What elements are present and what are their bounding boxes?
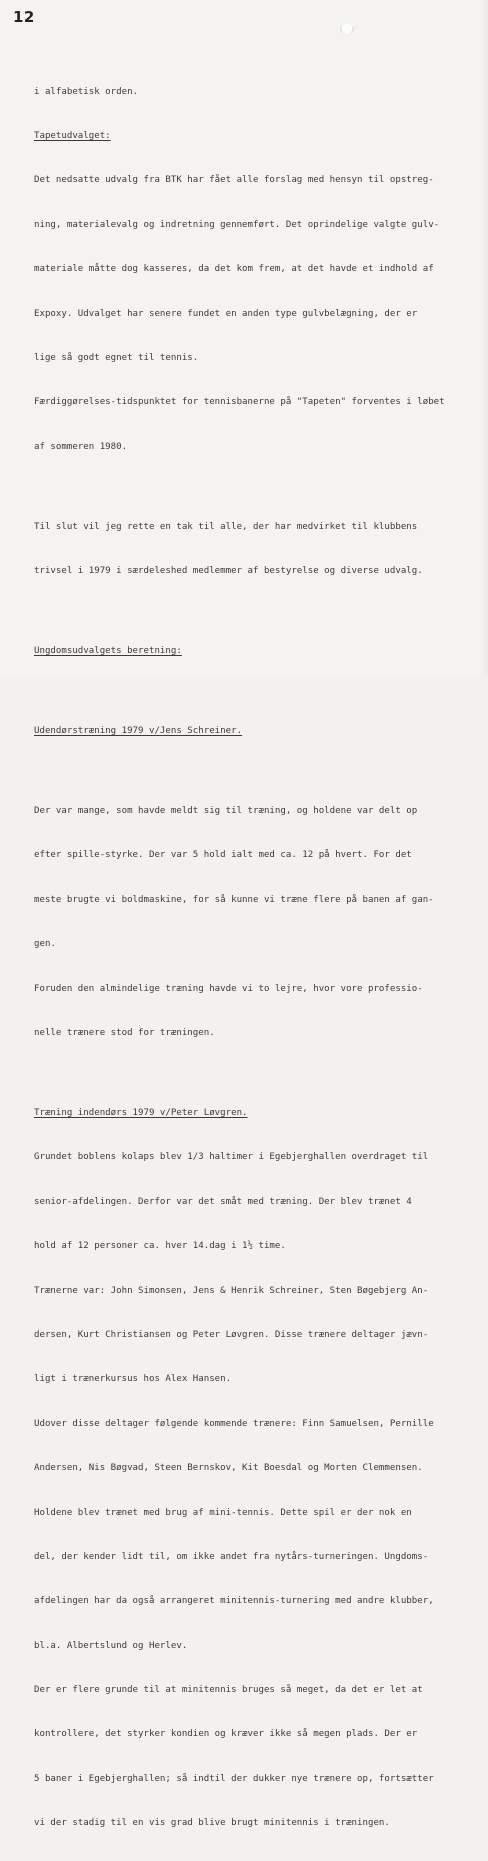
- body-line: Trænerne var: John Simonsen, Jens & Henrik Schreiner, Sten Bøgebjerg An-: [34, 1285, 429, 1296]
- body-line: vi der stadig til en vis grad blive brugt minitennis i træningen.: [34, 1818, 390, 1829]
- page-number: 12: [13, 8, 35, 26]
- section-heading-ungdomsudvalget: Ungdomsudvalgets beretning:: [34, 646, 182, 657]
- body-line: i alfabetisk orden.: [34, 86, 139, 97]
- section-heading-tapetudvalget: Tapetudvalget:: [34, 130, 111, 141]
- body-line: Foruden den almindelige træning havde vi to lejre, hvor vore professio-: [34, 983, 423, 994]
- punch-hole-mark: [340, 24, 354, 34]
- body-line: Holdene blev trænet med brug af mini-tennis. Dette spil er der nok en: [34, 1507, 412, 1518]
- body-line: bl.a. Albertslund og Herlev.: [34, 1640, 188, 1651]
- page-edge-shadow: [480, 0, 488, 675]
- subsection-heading-indendors: Træning indendørs 1979 v/Peter Løvgren.: [34, 1107, 248, 1118]
- body-line: Expoxy. Udvalget har senere fundet en anden type gulvbelægning, der er: [34, 308, 418, 319]
- paragraph-gap: [34, 688, 474, 694]
- body-line: Det nedsatte udvalg fra BTK har fået alle forslag med hensyn til opstreg-: [34, 175, 434, 186]
- body-line: Færdiggørelses-tidspunktet for tennisbanerne på "Tapeten" forventes i løbet: [34, 397, 445, 408]
- document-body: [34, 55, 474, 1861]
- body-line: kontrollere, det styrker kondien og kræver ikke så megen plads. Der er: [34, 1729, 418, 1740]
- body-line: Til slut vil jeg rette en tak til alle, der har medvirket til klubbens: [34, 521, 418, 532]
- body-line: lige så godt egnet til tennis.: [34, 352, 199, 363]
- paragraph-gap: [34, 608, 474, 614]
- body-line: ligt i trænerkursus hos Alex Hansen.: [34, 1374, 232, 1385]
- body-line: trivsel i 1979 i særdeleshed medlemmer af bestyrelse og diverse udvalg.: [34, 566, 423, 577]
- body-line: Udover disse deltager følgende kommende trænere: Finn Samuelsen, Pernille: [34, 1418, 434, 1429]
- body-line: 5 baner i Egebjerghallen; så indtil der dukker nye trænere op, fortsætter: [34, 1773, 434, 1784]
- body-line: Der er flere grunde til at minitennis bruges så meget, da det er let at: [34, 1685, 423, 1696]
- body-line: nelle trænere stod for træningen.: [34, 1028, 215, 1038]
- body-line: hold af 12 personer ca. hver 14.dag i 1½ time.: [34, 1241, 286, 1252]
- paragraph-gap: [34, 768, 474, 774]
- body-line: Andersen, Nis Bøgvad, Steen Bernskov, Kit Boesdal og Morten Clemmensen.: [34, 1463, 423, 1474]
- subsection-heading-udendors: Udendørstræning 1979 v/Jens Schreiner.: [34, 726, 243, 737]
- body-line: Der var mange, som havde meldt sig til træning, og holdene var delt op: [34, 806, 418, 817]
- body-line: senior-afdelingen. Derfor var det småt med træning. Der blev trænet 4: [34, 1196, 412, 1207]
- body-line: ning, materialevalg og indretning gennemført. Det oprindelige valgte gulv-: [34, 219, 440, 230]
- body-line: af sommeren 1980.: [34, 441, 128, 452]
- body-line: dersen, Kurt Christiansen og Peter Løvgren. Disse trænere deltager jævn-: [34, 1329, 429, 1340]
- body-line: materiale måtte dog kasseres, da det kom frem, at det havde et indhold af: [34, 264, 434, 275]
- body-line: del, der kender lidt til, om ikke andet fra nytårs-turneringen. Ungdoms-: [34, 1551, 429, 1562]
- body-line: meste brugte vi boldmaskine, for så kunne vi træne flere på banen af gan-: [34, 894, 434, 905]
- body-line: afdelingen har da også arrangeret minitennis-turnering med andre klubber,: [34, 1596, 434, 1607]
- body-line: gen.: [34, 939, 56, 950]
- paragraph-gap: [34, 1070, 474, 1076]
- paragraph-gap: [34, 484, 474, 490]
- body-line: Grundet boblens kolaps blev 1/3 haltimer i Egebjerghallen overdraget til: [34, 1152, 429, 1163]
- body-line: efter spille-styrke. Der var 5 hold ialt med ca. 12 på hvert. For det: [34, 850, 412, 861]
